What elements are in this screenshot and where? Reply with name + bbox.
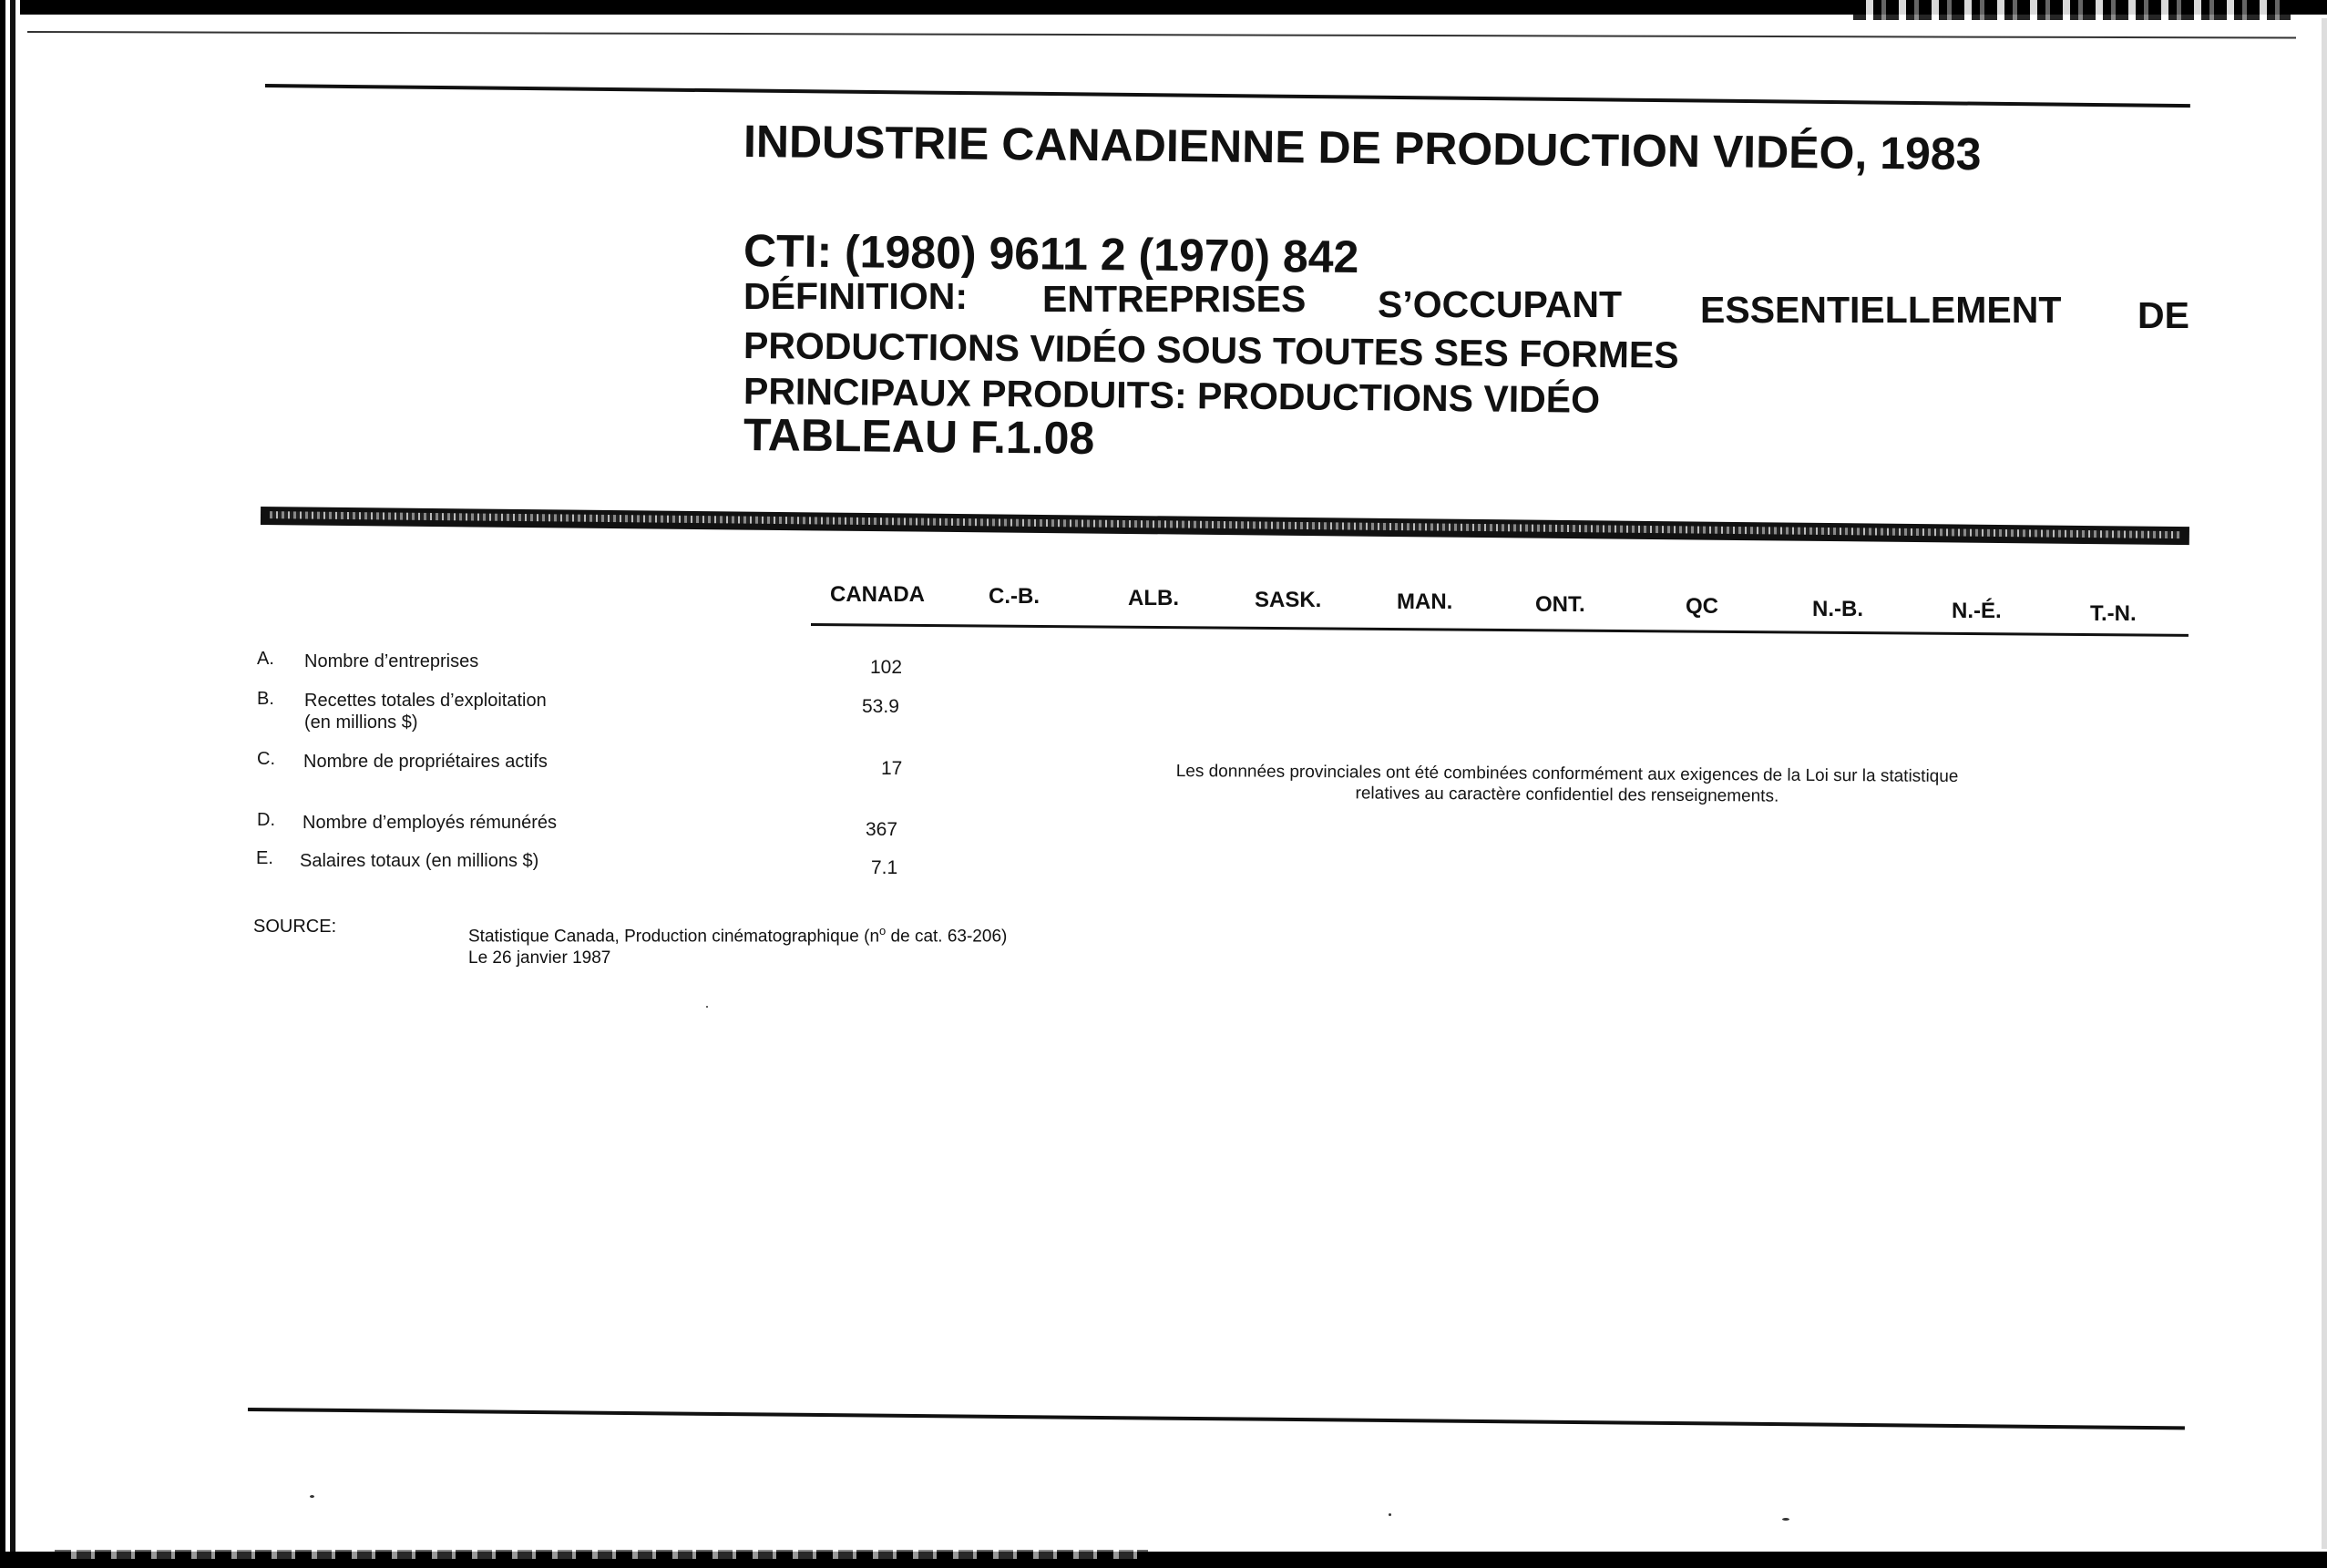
definition-word: ESSENTIELLEMENT [1700, 289, 2062, 331]
row-letter: E. [256, 848, 273, 868]
definition-word: ENTREPRISES [1042, 278, 1307, 320]
row-label-continuation: (en millions $) [304, 712, 418, 733]
column-header-ont: ONT. [1535, 592, 1585, 617]
source-line-prefix: Statistique Canada, Production cinématographique (n [468, 927, 880, 947]
definition-word: DÉFINITION: [743, 275, 968, 317]
row-letter: A. [257, 649, 274, 669]
column-header-qc: QC [1686, 594, 1718, 619]
definition-word: DE [2137, 294, 2189, 336]
row-label: Nombre d’employés rémunérés [302, 813, 558, 833]
scan-speck [1389, 1513, 1391, 1516]
row-value-canada: 367 [866, 819, 898, 840]
row-letter: B. [257, 689, 274, 709]
source-line-suffix: de cat. 63-206) [886, 927, 1008, 947]
scan-noise-bottom [55, 1550, 1148, 1559]
note-line: Les donnnées provinciales ont été combinées conformément aux exigences de la Loi sur la statistique [1175, 762, 1959, 786]
row-label: Recettes totales d’exploitation [304, 691, 547, 711]
row-letter: C. [257, 749, 275, 769]
source-line-sup: o [879, 924, 887, 938]
scan-border-left [0, 0, 20, 1568]
column-header-ne: N.-É. [1952, 599, 2002, 623]
top-rule [265, 84, 2190, 108]
cti-code: CTI: (1980) 9611 2 (1970) 842 [743, 225, 1359, 283]
column-header-man: MAN. [1397, 589, 1453, 614]
source-citation [468, 920, 1007, 969]
column-header-alb: ALB. [1128, 586, 1179, 610]
row-label: Salaires totaux (en millions $) [300, 851, 539, 871]
row-value-canada: 7.1 [871, 857, 898, 878]
row-value-canada: 53.9 [862, 696, 899, 717]
scan-speck [310, 1495, 314, 1498]
column-header-nb: N.-B. [1812, 597, 1863, 621]
scan-noise-top [1853, 0, 2291, 20]
column-header-tn: T.-N. [2090, 601, 2137, 626]
scan-border-right [2322, 18, 2327, 1549]
row-value-canada: 102 [870, 657, 903, 678]
document-title: INDUSTRIE CANADIENNE DE PRODUCTION VIDÉO, 1983 [743, 116, 1982, 180]
principal-products: PRINCIPAUX PRODUITS: PRODUCTIONS VIDÉO [743, 370, 1601, 421]
hatched-separator [261, 507, 2189, 545]
page-edge-line [27, 31, 2296, 39]
source-date: Le 26 janvier 1987 [468, 948, 611, 968]
confidentiality-note [1011, 760, 2123, 810]
column-header-canada: CANADA [830, 582, 925, 607]
bottom-rule [248, 1408, 2185, 1430]
column-header-rule [811, 623, 2189, 637]
source-line [468, 920, 1007, 948]
column-header-cb: C.-B. [989, 584, 1040, 609]
note-line: relatives au caractère confidentiel des renseignements. [1355, 784, 1779, 806]
row-label: Nombre d’entreprises [304, 651, 479, 671]
definition-word: S’OCCUPANT [1378, 283, 1623, 325]
row-letter: D. [257, 810, 275, 830]
row-value-canada: 17 [881, 758, 903, 779]
table-number: TABLEAU F.1.08 [743, 409, 1095, 465]
scan-speck [1782, 1518, 1789, 1521]
column-header-sask: SASK. [1255, 588, 1322, 612]
row-label: Nombre de propriétaires actifs [303, 752, 548, 772]
scan-speck [706, 1006, 708, 1008]
definition-continuation: PRODUCTIONS VIDÉO SOUS TOUTES SES FORMES [743, 324, 1679, 376]
source-label: SOURCE: [253, 917, 337, 937]
